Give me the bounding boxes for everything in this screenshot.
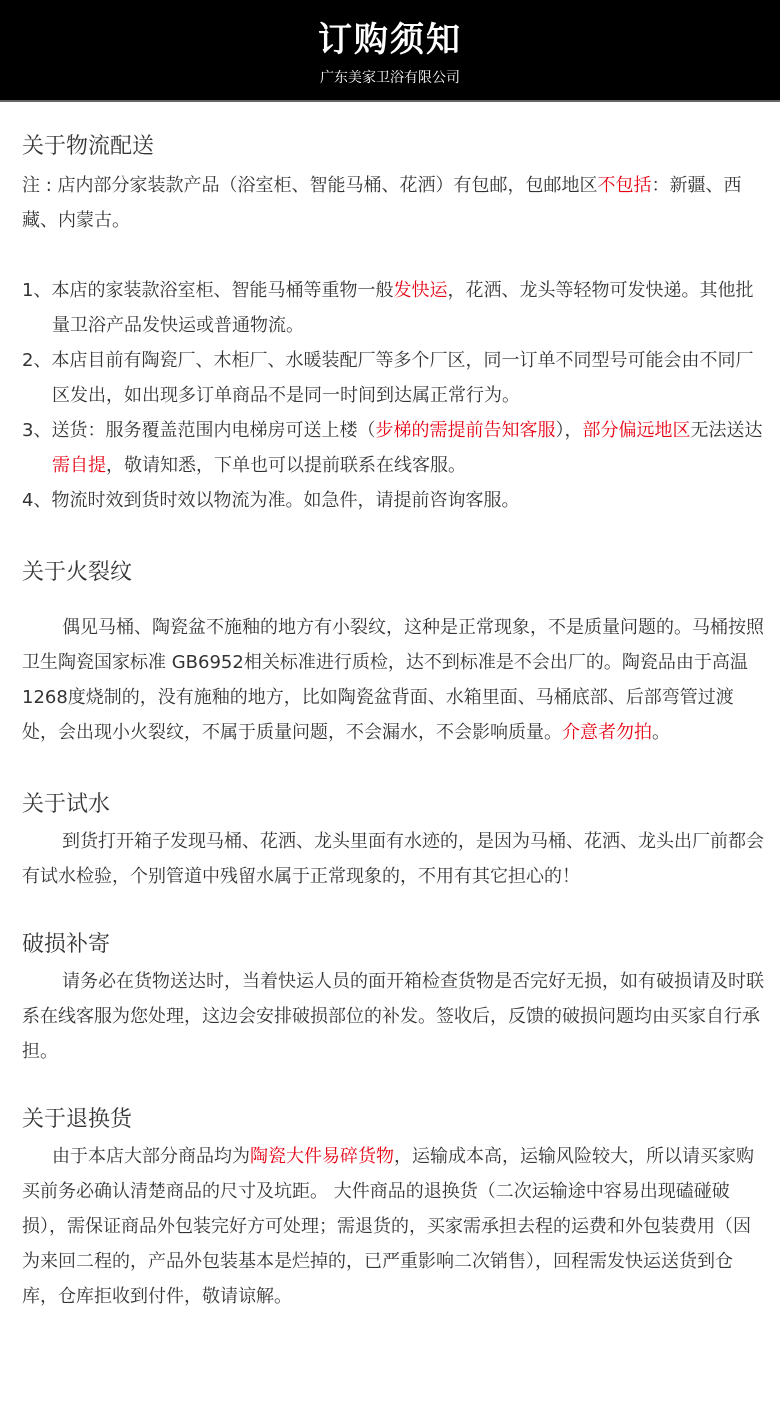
body-text: 偶见马桶、陶瓷盆不施釉的地方有小裂纹，这种是正常现象，不是质量问题的。马桶按照卫生陶瓷国家标准 GB6952相关标准进行质检，达不到标准是不会出厂的。陶瓷品由于高温1268度烧制的，没有施釉的地方，比如陶瓷盆背面、水箱里面、马桶底部、后部弯管过渡处，会出现小火裂纹，不属于质量问题，不会漏水，不会影响质量。 (22, 617, 764, 743)
item-text: 3、送货：服务覆盖范围内电梯房可送上楼（ (22, 420, 376, 441)
cracks-body (22, 610, 764, 750)
section-heading-damage: 破损补寄 (22, 932, 111, 957)
page-header (0, 0, 780, 102)
section-heading-logistics: 关于物流配送 (22, 134, 155, 159)
item-text: 2、本店目前有陶瓷厂、木柜厂、水暖装配厂等多个厂区，同一订单不同型号可能会由不同厂区发出，如出现多订单商品不是同一时间到达属正常行为。 (22, 350, 754, 406)
note-text: 注 : 店内部分家装款产品（浴室柜、智能马桶、花洒）有包邮，包邮地区 (22, 175, 598, 196)
body-text: 。 (652, 722, 670, 743)
page-title: 订购须知 (318, 20, 462, 60)
section-heading-returns: 关于退换货 (22, 1107, 133, 1132)
item-text: ，花洒、龙头等轻物可发快递。其他批量卫浴产品发快运或普通物流。 (52, 280, 754, 336)
item-highlight: 发快运 (393, 280, 448, 301)
item-text: 1、本店的家装款浴室柜、智能马桶等重物一般 (22, 280, 394, 301)
logistics-item-2 (22, 343, 764, 413)
logistics-item-3 (22, 413, 764, 483)
item-highlight: 需自提 (52, 455, 106, 476)
damage-body: 请务必在货物送达时，当着快运人员的面开箱检查货物是否完好无损，如有破损请及时联系在线客服为您处理，这边会安排破损部位的补发。签收后，反馈的破损问题均由买家自行承担。 (22, 971, 764, 1062)
item-text: ，敬请知悉，下单也可以提前联系在线客服。 (106, 455, 466, 476)
notice-content (0, 102, 780, 1314)
section-heading-cracks: 关于火裂纹 (22, 560, 133, 585)
body-highlight: 陶瓷大件易碎货物 (250, 1146, 394, 1167)
body-text: ，运输成本高，运输风险较大，所以请买家购买前务必确认清楚商品的尺寸及坑距。 大件商品的退换货（二次运输途中容易出现磕碰破损），需保证商品外包装完好方可处理；需退货的，买家需承担去程的运费和外包装费用（因为来回二程的，产品外包装基本是烂掉的，已严重影响二次销售），回程需发快运送货到仓库，仓库拒收到付件，敬请谅解。 (22, 1146, 754, 1307)
item-text: 4、物流时效到货时效以物流为准。如急件，请提前咨询客服。 (22, 490, 520, 511)
logistics-note (22, 168, 764, 238)
item-text: ）， (555, 420, 583, 441)
section-heading-water-test: 关于试水 (22, 792, 111, 817)
body-highlight: 介意者勿拍 (562, 722, 652, 743)
item-highlight: 部分偏远地区 (582, 420, 691, 441)
logistics-item-1 (22, 273, 764, 343)
body-text: 由于本店大部分商品均为 (52, 1146, 250, 1167)
logistics-item-4 (22, 483, 764, 518)
note-text: ：新疆、西藏、内蒙古。 (22, 175, 742, 231)
returns-body (22, 1139, 764, 1314)
item-highlight: 步梯的需提前告知客服 (375, 420, 556, 441)
water-test-body: 到货打开箱子发现马桶、花洒、龙头里面有水迹的，是因为马桶、花洒、龙头出厂前都会有试水检验，个别管道中残留水属于正常现象的，不用有其它担心的！ (22, 831, 764, 887)
company-name: 广东美家卫浴有限公司 (320, 70, 460, 86)
note-highlight: 不包括 (597, 175, 652, 196)
item-text: 无法送达 (690, 420, 763, 441)
